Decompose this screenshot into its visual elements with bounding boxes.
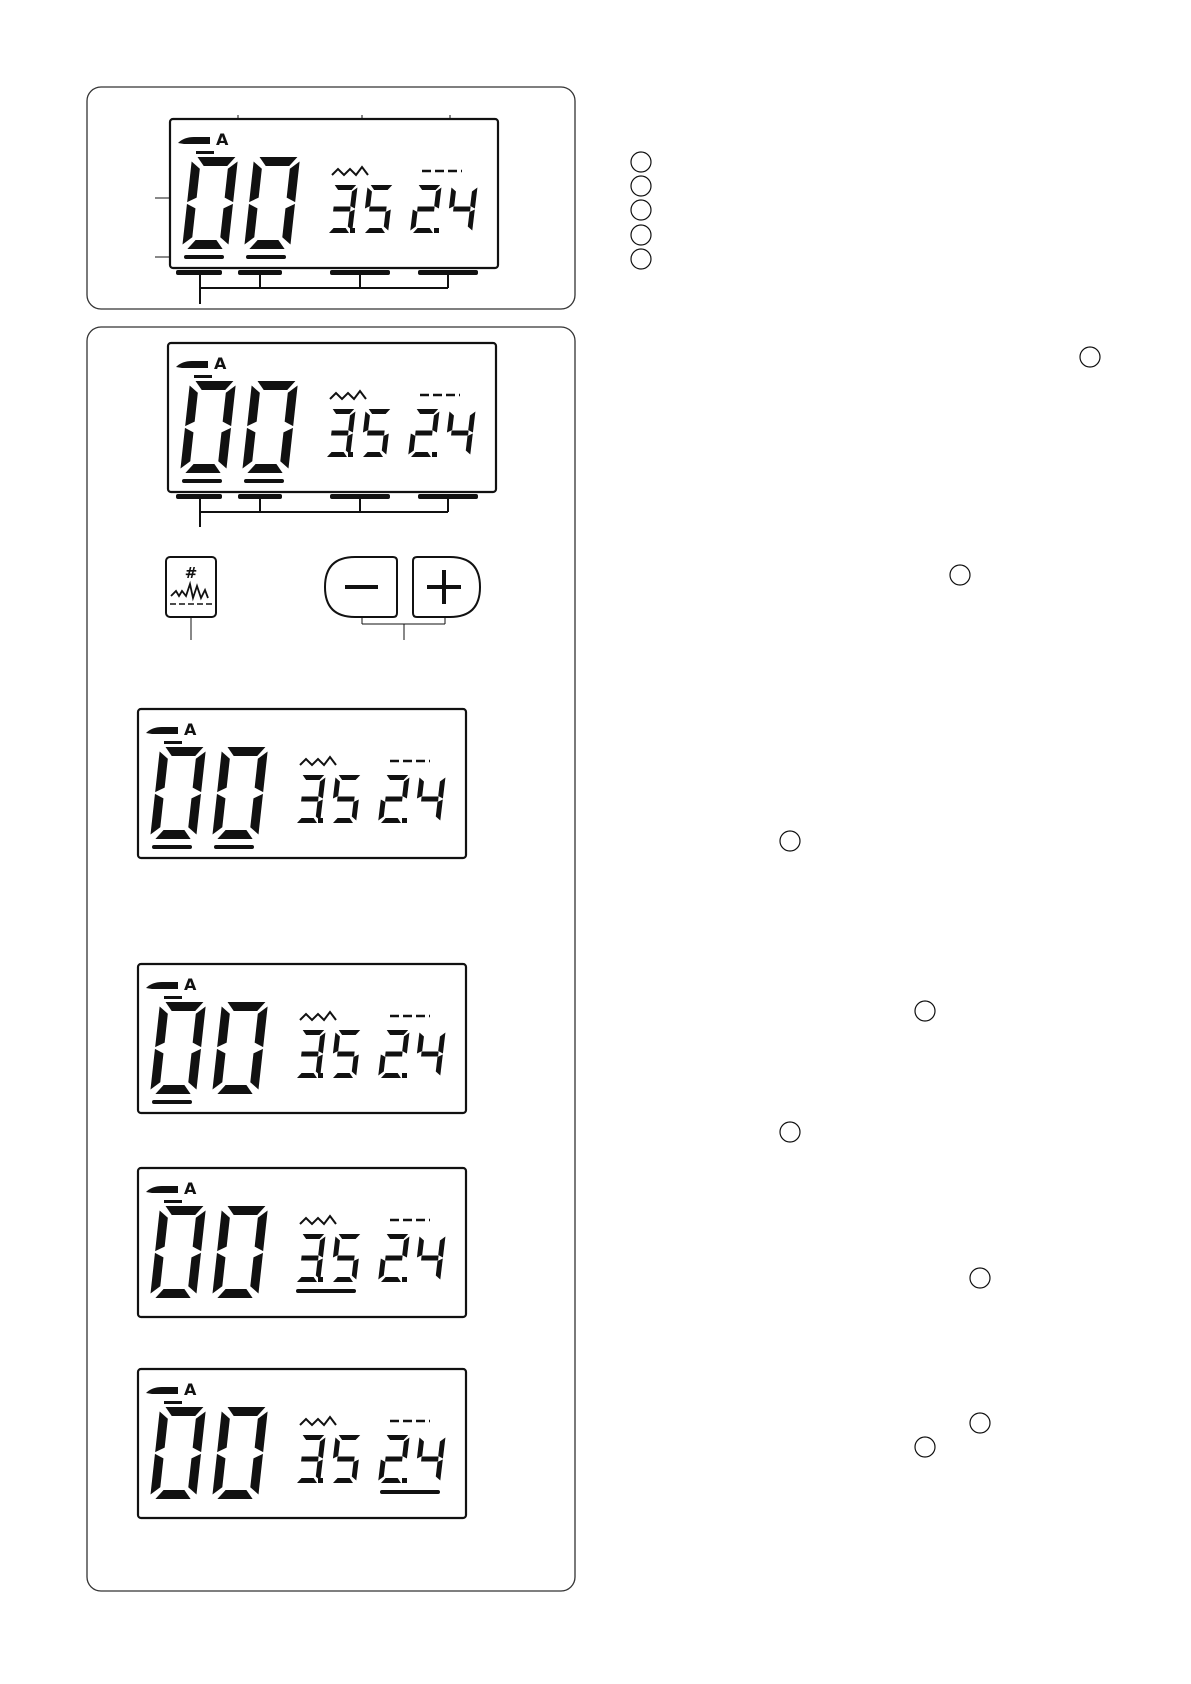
svg-text:5: 5 bbox=[343, 1078, 344, 1079]
mode-hash-symbol: # bbox=[184, 564, 198, 582]
digit-segment bbox=[301, 1052, 319, 1057]
svg-text:4: 4 bbox=[427, 1078, 428, 1079]
length-value: 2.4 bbox=[408, 409, 410, 410]
pattern-top-bar bbox=[194, 375, 212, 378]
decimal-point bbox=[318, 818, 323, 823]
decimal-point bbox=[432, 452, 437, 457]
length-value: 2.4 bbox=[378, 775, 380, 776]
digit-segment bbox=[417, 207, 435, 212]
svg-text:2: 2 bbox=[391, 1078, 392, 1079]
svg-text:0: 0 bbox=[235, 1298, 236, 1299]
callout-marker bbox=[631, 200, 651, 220]
decimal-point bbox=[402, 1073, 407, 1078]
decimal-point bbox=[402, 1478, 407, 1483]
pattern-cursor-underline bbox=[246, 255, 286, 259]
svg-text:3: 3 bbox=[339, 233, 340, 234]
svg-text:0: 0 bbox=[235, 839, 236, 840]
decimal-point bbox=[350, 228, 355, 233]
callout-marker bbox=[950, 565, 970, 585]
svg-text:0: 0 bbox=[203, 473, 204, 474]
digit-segment bbox=[453, 207, 471, 212]
length-value: 2.4 bbox=[378, 1435, 380, 1436]
pattern-top-bar bbox=[164, 996, 182, 999]
svg-text:5: 5 bbox=[343, 1483, 344, 1484]
presser-foot-letter: A bbox=[214, 354, 227, 373]
callout-marker bbox=[915, 1001, 935, 1021]
pattern-cursor-underline bbox=[152, 845, 192, 849]
callout-marker bbox=[780, 831, 800, 851]
svg-text:0: 0 bbox=[265, 473, 266, 474]
pattern-top-bar bbox=[164, 741, 182, 744]
decimal-point bbox=[402, 818, 407, 823]
callout-marker bbox=[631, 152, 651, 172]
svg-text:3: 3 bbox=[337, 457, 338, 458]
digit-segment bbox=[369, 207, 387, 212]
digit-segment bbox=[421, 1457, 439, 1462]
width-value: 3.5 bbox=[294, 775, 296, 776]
pattern-cursor-underline bbox=[152, 1100, 192, 1104]
digit-segment bbox=[451, 431, 469, 436]
decimal-point bbox=[318, 1478, 323, 1483]
digit-segment bbox=[421, 1052, 439, 1057]
callout-marker bbox=[915, 1437, 935, 1457]
presser-foot-letter: A bbox=[216, 130, 229, 149]
width-cursor-underline bbox=[296, 1289, 356, 1293]
svg-text:0: 0 bbox=[173, 1499, 174, 1500]
length-cursor-underline bbox=[380, 1490, 440, 1494]
lcd-display-6 bbox=[138, 1369, 466, 1518]
pattern-cursor-underline bbox=[214, 845, 254, 849]
lcd-display-5 bbox=[138, 1168, 466, 1317]
digit-segment bbox=[333, 207, 351, 212]
length-value: 2.4 bbox=[410, 185, 412, 186]
digit-segment bbox=[385, 1256, 403, 1261]
svg-text:0: 0 bbox=[205, 249, 206, 250]
pattern-cursor-underline bbox=[182, 479, 222, 483]
svg-text:0: 0 bbox=[173, 1094, 174, 1095]
decimal-point bbox=[402, 1277, 407, 1282]
pattern-top-bar bbox=[164, 1200, 182, 1203]
callout-marker bbox=[1080, 347, 1100, 367]
plus-button[interactable] bbox=[413, 557, 480, 617]
length-value: 2.4 bbox=[378, 1030, 380, 1031]
svg-text:3: 3 bbox=[307, 1282, 308, 1283]
digit-segment bbox=[415, 431, 433, 436]
svg-text:0: 0 bbox=[267, 249, 268, 250]
svg-text:4: 4 bbox=[459, 233, 460, 234]
digit-segment bbox=[367, 431, 385, 436]
presser-foot-letter: A bbox=[184, 975, 197, 994]
svg-text:5: 5 bbox=[373, 457, 374, 458]
svg-text:0: 0 bbox=[235, 1094, 236, 1095]
lcd-display-3 bbox=[138, 709, 466, 858]
decimal-point bbox=[318, 1073, 323, 1078]
minus-button[interactable] bbox=[325, 557, 397, 617]
panel-2-button-bracket bbox=[176, 494, 478, 527]
length-value: 2.4 bbox=[378, 1234, 380, 1235]
svg-text:0: 0 bbox=[235, 1499, 236, 1500]
svg-text:4: 4 bbox=[427, 1483, 428, 1484]
svg-text:2: 2 bbox=[391, 1483, 392, 1484]
callout-marker bbox=[970, 1413, 990, 1433]
digit-segment bbox=[301, 797, 319, 802]
stitch-mode-button[interactable] bbox=[166, 557, 216, 640]
width-value: 3.5 bbox=[324, 409, 326, 410]
svg-text:5: 5 bbox=[343, 823, 344, 824]
svg-text:5: 5 bbox=[343, 1282, 344, 1283]
svg-text:4: 4 bbox=[427, 1282, 428, 1283]
callout-marker bbox=[631, 249, 651, 269]
svg-text:2: 2 bbox=[391, 1282, 392, 1283]
svg-text:3: 3 bbox=[307, 823, 308, 824]
pattern-cursor-underline bbox=[184, 255, 224, 259]
width-value: 3.5 bbox=[294, 1030, 296, 1031]
plus-minus-leader bbox=[362, 617, 445, 640]
callout-marker bbox=[780, 1122, 800, 1142]
callout-marker bbox=[970, 1268, 990, 1288]
width-value: 3.5 bbox=[294, 1234, 296, 1235]
svg-text:0: 0 bbox=[173, 1298, 174, 1299]
digit-segment bbox=[337, 1457, 355, 1462]
pattern-cursor-underline bbox=[244, 479, 284, 483]
digit-segment bbox=[421, 797, 439, 802]
svg-text:0: 0 bbox=[173, 839, 174, 840]
svg-text:3: 3 bbox=[307, 1078, 308, 1079]
digit-segment bbox=[385, 1052, 403, 1057]
svg-text:4: 4 bbox=[457, 457, 458, 458]
digit-segment bbox=[301, 1256, 319, 1261]
digit-segment bbox=[301, 1457, 319, 1462]
decimal-point bbox=[348, 452, 353, 457]
svg-text:4: 4 bbox=[427, 823, 428, 824]
width-value: 3.5 bbox=[326, 185, 328, 186]
callout-markers bbox=[631, 152, 1100, 1457]
digit-segment bbox=[337, 1052, 355, 1057]
svg-text:5: 5 bbox=[375, 233, 376, 234]
digit-segment bbox=[337, 1256, 355, 1261]
svg-text:2: 2 bbox=[423, 233, 424, 234]
presser-foot-letter: A bbox=[184, 1380, 197, 1399]
svg-text:3: 3 bbox=[307, 1483, 308, 1484]
presser-foot-letter: A bbox=[184, 720, 197, 739]
digit-segment bbox=[385, 1457, 403, 1462]
digit-segment bbox=[421, 1256, 439, 1261]
decimal-point bbox=[434, 228, 439, 233]
width-value: 3.5 bbox=[294, 1435, 296, 1436]
lcd-display-1 bbox=[170, 119, 498, 268]
callout-marker bbox=[631, 225, 651, 245]
digit-segment bbox=[385, 797, 403, 802]
panel-1-button-bracket bbox=[176, 270, 478, 304]
callout-marker bbox=[631, 176, 651, 196]
lcd-display-2 bbox=[168, 343, 496, 492]
lcd-display-4 bbox=[138, 964, 466, 1113]
digit-segment bbox=[331, 431, 349, 436]
pattern-top-bar bbox=[164, 1401, 182, 1404]
digit-segment bbox=[337, 797, 355, 802]
decimal-point bbox=[318, 1277, 323, 1282]
svg-text:2: 2 bbox=[421, 457, 422, 458]
presser-foot-letter: A bbox=[184, 1179, 197, 1198]
svg-text:2: 2 bbox=[391, 823, 392, 824]
pattern-top-bar bbox=[196, 151, 214, 154]
